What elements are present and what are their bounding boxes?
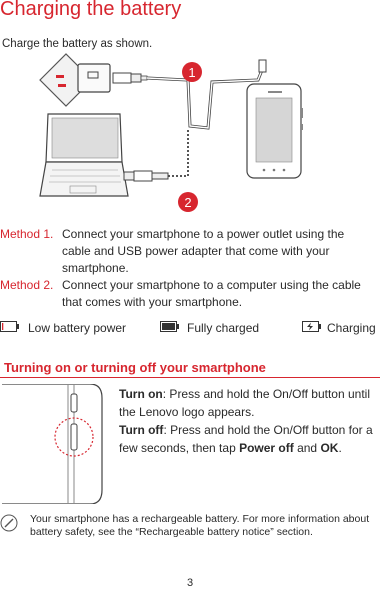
turn-off-label: Turn off [119,423,164,437]
laptop-icon [40,114,128,196]
and-text: and [293,441,321,455]
method-item [0,277,362,311]
end-text: . [338,441,342,455]
phone-side-view-icon [2,384,114,504]
turn-on-paragraph [119,385,380,421]
onoff-instructions [119,385,380,457]
power-adapter-icon [78,64,110,92]
method-label: Method 2. [0,278,54,292]
charging-battery-icon [302,321,322,333]
turn-off-paragraph [119,421,380,457]
page-number: 3 [186,577,194,589]
battery-legend [0,318,380,338]
onoff-heading: Turning on or turning off your smartphone [4,360,266,375]
battery-label: Low battery power [28,321,127,335]
intro-text: Charge the battery as shown. [2,38,153,50]
svg-text:2: 2 [184,195,192,210]
svg-text:1: 1 [188,65,196,80]
method-label: Method 1. [0,227,54,241]
page-title: Charging the battery [0,0,182,20]
callout-1 [182,62,202,82]
note-pencil-icon [0,514,18,532]
method-item [0,226,362,277]
divider [0,377,380,378]
turn-on-text: : Press and hold the On/Off button until the Lenovo logo appears. [119,387,371,419]
charging-methods [0,226,362,311]
callout-2 [178,192,198,212]
charging-diagram [0,50,380,220]
usb-plug-icon [124,171,168,181]
note-text: Your smartphone has a rechargeable battery. For more information about battery safety, see the “Rechargeable battery notice” section. [30,513,370,538]
usb-plug-icon [113,73,147,83]
power-off-term: Power off [239,441,294,455]
battery-label: Charging [327,321,376,335]
battery-label: Fully charged [187,321,260,335]
smartphone-icon [247,84,303,178]
turn-off-text: : Press and hold the On/Off button for a few seconds, then tap [119,423,373,455]
method-text: Connect your smartphone to a computer using the cable that comes with your smartphone. [62,278,361,309]
full-battery-icon [160,321,180,333]
method-text: Connect your smartphone to a power outlet using the cable and USB power adapter that come with your smartphone. [62,227,345,275]
ok-term: OK [320,441,339,455]
low-battery-icon [0,321,20,333]
turn-on-label: Turn on [119,387,163,401]
